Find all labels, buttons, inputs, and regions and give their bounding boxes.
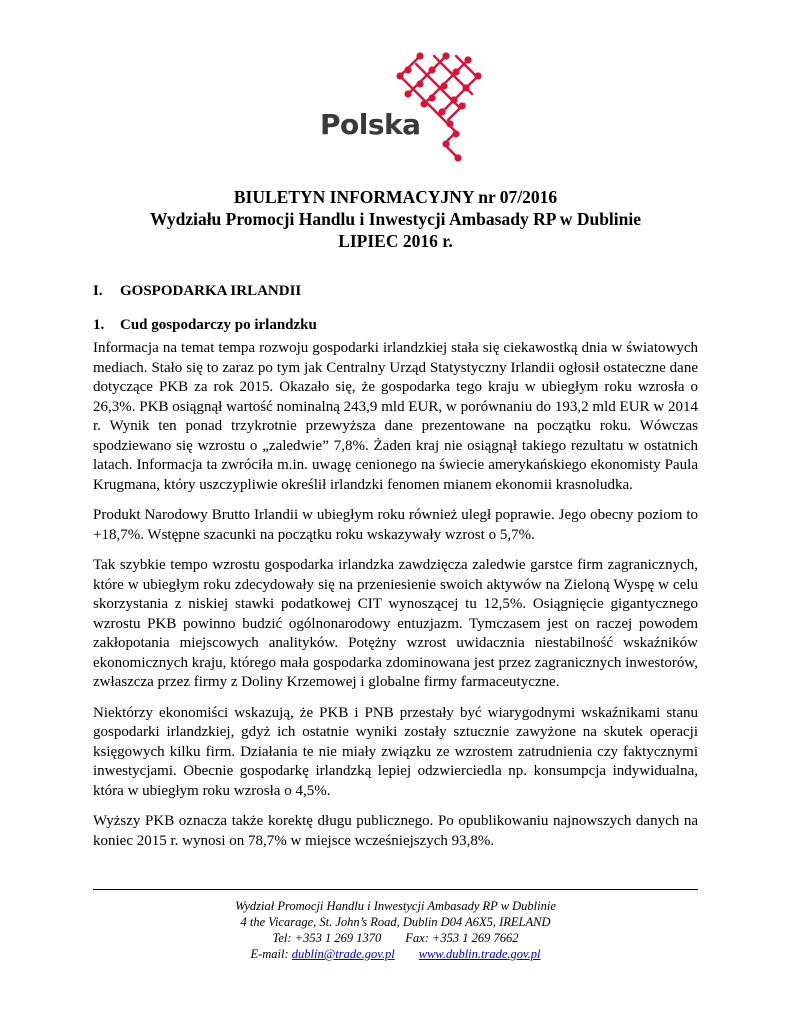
bulletin-title <box>60 186 731 252</box>
paragraph-1: Informacja na temat tempa rozwoju gospodarki irlandzkiej stała się ciekawostką dnia w światowych mediach. Stało się to zaraz po tym jak Centralny Urząd Statystyczny Irlandii ogłosił ostateczne dane dotyczące PKB za rok 2015. Okazało się, że gospodarka tego kraju w ubiegłym roku wzrosła o 26,3%. PKB osiągnął wartość nominalną 243,9 mld EUR, w porównaniu do 193,2 mld EUR w 2014 r. Wynik ten ponad trzykrotnie przewyższa dane prezentowane na początku roku. Wówczas spodziewano się wzrostu o „zaledwie” 7,8%. Żaden kraj nie osiągnął takiego rezultatu w ostatnich latach. Informacja ta zwróciła m.in. uwagę cenionego na świecie amerykańskiego ekonomisty Paula Krugmana, który uszczypliwie określił irlandzki fenomen mianem ekonomii krasnoludka. <box>93 340 698 493</box>
title-line-3: LIPIEC 2016 r. <box>338 231 453 251</box>
footer-address: 4 the Vicarage, St. John’s Road, Dublin D04 A6X5, IRELAND <box>240 915 551 929</box>
subsection-number: 1. <box>93 317 105 333</box>
footer <box>93 898 698 962</box>
footer-contacts <box>93 946 698 962</box>
email-link[interactable]: dublin@trade.gov.pl <box>291 947 395 961</box>
subsection-title: Cud gospodarczy po irlandzku <box>120 317 317 333</box>
title-line-1: BIULETYN INFORMACYJNY nr 07/2016 <box>233 187 558 207</box>
paragraph-5: Wyższy PKB oznacza także korektę długu publicznego. Po opublikowaniu najnowszych danych na koniec 2015 r. wynosi on 78,7% w miejsce wcześniejszych 93,8%. <box>93 813 698 849</box>
subsection-heading <box>93 317 317 334</box>
logo-wordmark: Polska <box>320 108 421 141</box>
footer-divider <box>93 889 698 890</box>
footer-phones <box>93 930 698 946</box>
polska-logo <box>318 50 483 165</box>
paragraph-4: Niektórzy ekonomiści wskazują, że PKB i PNB przestały być wiarygodnymi wskaźnikami stanu gospodarki irlandzkiej, gdyż ich ostatnie wyniki zostały sztucznie zawyżone na skutek operacji księgowych kilku firm. Działania te nie miały związku ze wzrostem zatrudnienia czy faktycznymi inwestycjami. Obecnie gospodarkę irlandzką lepiej odzwierciedla np. konsumpcja indywidualna, która w ubiegłym roku wzrosła o 4,5%. <box>93 704 698 799</box>
title-line-2: Wydziału Promocji Handlu i Inwestycji Ambasady RP w Dublinie <box>149 209 642 229</box>
footer-email-label: E-mail: <box>250 947 289 961</box>
section-title: GOSPODARKA IRLANDII <box>120 283 302 299</box>
section-number: I. <box>93 283 103 299</box>
paragraph-2: Produkt Narodowy Brutto Irlandii w ubiegłym roku również uległ poprawie. Jego obecny poziom to +18,7%. Wstępne szacunki na początku roku wskazywały wzrost o 5,7%. <box>93 507 698 543</box>
website-link[interactable]: www.dublin.trade.gov.pl <box>418 947 541 961</box>
polska-logo-icon <box>394 50 484 162</box>
article-body <box>93 339 698 862</box>
footer-fax: Fax: +353 1 269 7662 <box>405 931 519 945</box>
footer-office: Wydział Promocji Handlu i Inwestycji Ambasady RP w Dublinie <box>235 899 556 913</box>
paragraph-3: Tak szybkie tempo wzrostu gospodarka irlandzka zawdzięcza zaledwie garstce firm zagranicznych, które w ubiegłym roku zdecydowały się na przeniesienie swoich aktywów na Zieloną Wyspę w celu skorzystania z niskiej stawki podatkowej CIT wynoszącej tu 12,5%. Osiągnięcie gigantycznego wzrostu PKB powinno budzić ogólnonarodowy entuzjazm. Tymczasem jest on raczej powodem zakłopotania miejscowych analityków. Potężny wzrost uwidacznia niestabilność wskaźników ekonomicznych kraju, którego mała gospodarka zdominowana jest przez zagranicznych inwestorów, zwłaszcza przez firmy z Doliny Krzemowej i globalne firmy farmaceutyczne. <box>93 557 698 690</box>
footer-tel: Tel: +353 1 269 1370 <box>272 931 382 945</box>
section-heading <box>93 283 301 300</box>
